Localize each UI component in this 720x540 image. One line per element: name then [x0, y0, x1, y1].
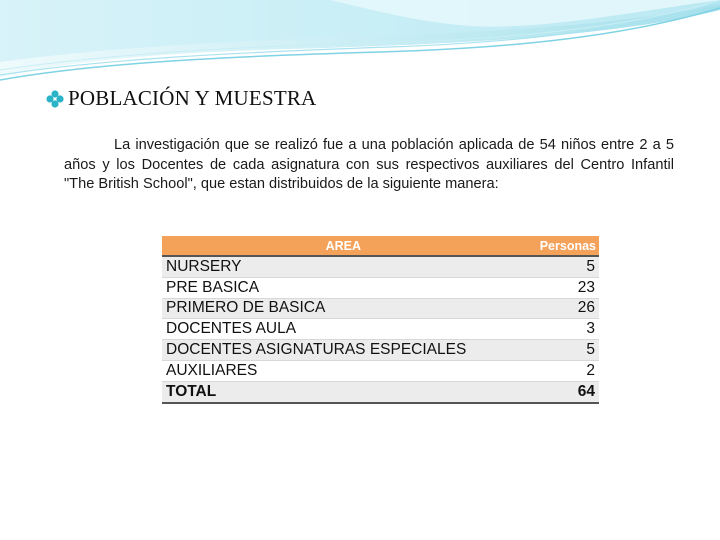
slide-title: POBLACIÓN Y MUESTRA: [68, 86, 317, 110]
cell-area: AUXILIARES: [162, 360, 525, 381]
header-wave-decoration: [0, 0, 720, 90]
table-row: [162, 298, 599, 319]
slide-title-row: [46, 86, 316, 111]
table-row: [162, 277, 599, 298]
cell-area: PRE BASICA: [162, 277, 525, 298]
cell-area: NURSERY: [162, 256, 525, 277]
cell-personas: 3: [525, 319, 599, 340]
intro-paragraph: La investigación que se realizó fue a una población aplicada de 54 niños entre 2 a 5 años y los Docentes de cada asignatura con sus respectivos auxiliares del Centro Infantil "The British School", que estan distribuidos de la siguiente manera:: [64, 137, 674, 192]
table-row: [162, 256, 599, 277]
table-total-row: [162, 381, 599, 402]
cell-total-label: TOTAL: [162, 381, 525, 402]
cell-personas: 5: [525, 340, 599, 361]
table-row: [162, 319, 599, 340]
table-header-row: [162, 236, 599, 256]
cell-area: PRIMERO DE BASICA: [162, 298, 525, 319]
cell-personas: 23: [525, 277, 599, 298]
header-personas: Personas: [525, 236, 599, 256]
header-area: AREA: [162, 236, 525, 256]
cell-area: DOCENTES ASIGNATURAS ESPECIALES: [162, 340, 525, 361]
population-table: [162, 236, 599, 404]
table-row: [162, 340, 599, 361]
cell-personas: 26: [525, 298, 599, 319]
table-row: [162, 360, 599, 381]
cell-personas: 5: [525, 256, 599, 277]
cell-area: DOCENTES AULA: [162, 319, 525, 340]
cell-personas: 2: [525, 360, 599, 381]
diamond-bullet-icon: [46, 90, 64, 108]
cell-total-value: 64: [525, 381, 599, 402]
